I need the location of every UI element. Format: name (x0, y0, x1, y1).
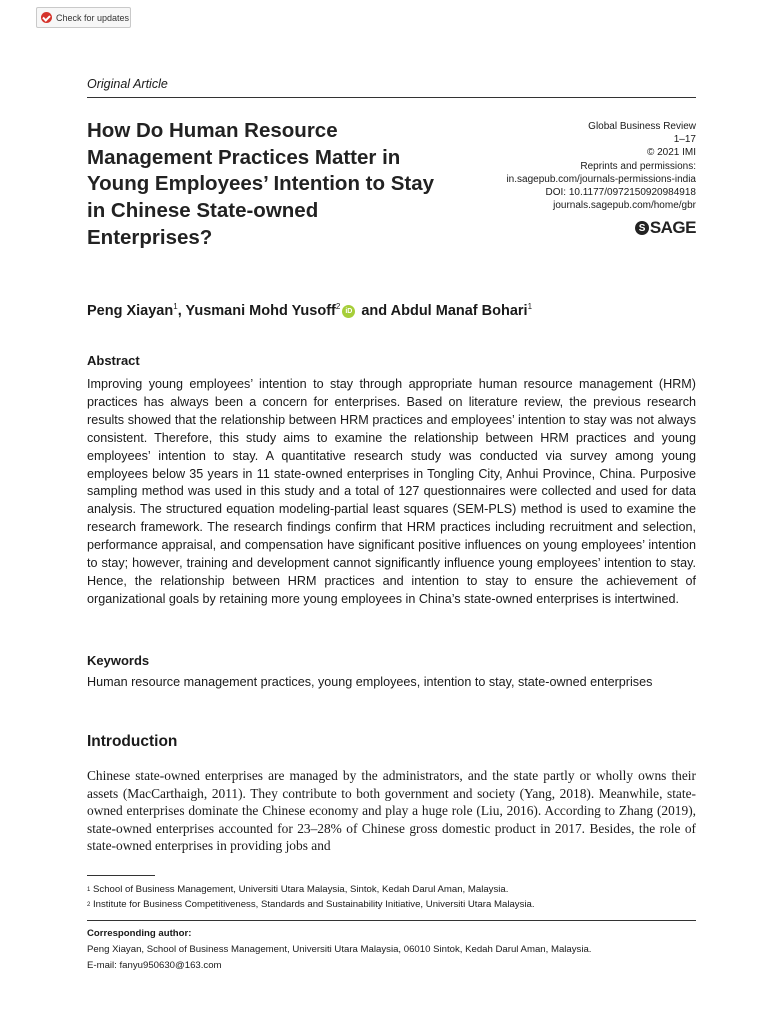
author-name: Peng Xiayan (87, 303, 174, 319)
corresponding-rule (87, 920, 696, 921)
author-list (87, 303, 532, 319)
journal-reprints: Reprints and permissions: (580, 160, 696, 172)
keywords-text: Human resource management practices, young employees, intention to stay, state-owned enterprises (87, 675, 653, 689)
check-updates-label: Check for updates (56, 12, 130, 23)
sage-logo (635, 218, 696, 238)
abstract-heading: Abstract (87, 353, 140, 368)
article-type: Original Article (87, 77, 168, 91)
introduction-paragraph: Chinese state-owned enterprises are managed by the administrators, and the state partly or wholly owns their assets (MacCarthaigh, 2011). They contribute to both government and society (Yang, 2018). Meanwhile, state-owned enterprises dominate the Chinese economy and play a huge role (Liu, 2016). According to Zhang (2019), state-owned enterprises accounted for 23–28% of Chinese gross domestic product in 2017. Besides, the role of state-owned enterprises in providing jobs and (87, 768, 696, 854)
doi-link[interactable]: DOI: 10.1177/0972150920984918 (545, 187, 696, 199)
header-rule (87, 97, 696, 98)
abstract-text: Improving young employees’ intention to stay through appropriate human resource management (HRM) practices has always been a concern for enterprises. Based on literature review, the previous research results showed that the relationship between HRM practices and employees’ intention to stay was not always consistent. Therefore, this study aims to examine the relationship between HRM practices and young employees’ intention to stay. A quantitative research study was conducted via survey among young employees below 35 years in 11 state-owned enterprises in Tongling City, Anhui Province, China. Purposive sampling method was used in this study and a total of 127 questionnaires were collected and used for data analysis. The structured equation modeling-partial least squares (SEM-PLS) method is used to examine the research framework. The research findings confirm that HRM practices including recruitment and selection, performance appraisal, and compensation have significant positive influences on young employees’ intention to stay; however, training and development cannot significantly influence young employees’ intention to stay. Hence, the relationship between HRM practices and intention to stay to ensure the achievement of organizational goals by retaining more young employees in China’s state-owned enterprises is intertwined. (87, 377, 696, 606)
journal-info (506, 120, 696, 212)
footnotes (87, 883, 535, 912)
journal-name: Global Business Review (588, 121, 696, 132)
corresponding-email[interactable]: E-mail: fanyu950630@163.com (87, 959, 222, 971)
affiliation-mark: 1 (527, 302, 533, 311)
author-name: Yusmani Mohd Yusoff (185, 303, 336, 319)
affiliation-mark: 2 (335, 302, 341, 311)
journal-home-link[interactable]: journals.sagepub.com/home/gbr (553, 200, 696, 212)
article-title: How Do Human Resource Management Practices Matter in Young Employees’ Intention to Stay in Chinese State-owned Enterprises? (87, 119, 435, 249)
author-name: Abdul Manaf Bohari (390, 303, 528, 319)
orcid-icon[interactable]: iD (342, 305, 355, 318)
author-separator: , (177, 303, 186, 319)
footnote-item (87, 898, 535, 913)
footnote-rule (87, 875, 155, 876)
check-updates-icon (41, 12, 52, 23)
permissions-link[interactable]: in.sagepub.com/journals-permissions-india (506, 173, 696, 185)
footnote-mark: 2 (87, 901, 91, 908)
sage-logo-text: SAGE (649, 218, 696, 237)
corresponding-address: Peng Xiayan, School of Business Management, Universiti Utara Malaysia, 06010 Sintok, Kedah Darul Aman, Malaysia. (87, 943, 592, 955)
sage-logo-icon: S (635, 221, 649, 235)
footnote-item (87, 883, 535, 898)
corresponding-author-block (87, 926, 591, 973)
footnote-text: Institute for Business Competitiveness, Standards and Sustainability Initiative, Universiti Utara Malaysia. (90, 898, 535, 910)
section-heading-introduction: Introduction (87, 733, 178, 750)
author-separator: and (357, 303, 391, 319)
journal-pages: 1–17 (673, 134, 696, 146)
corresponding-heading: Corresponding author: (87, 928, 192, 939)
journal-copyright: © 2021 IMI (646, 147, 696, 159)
check-for-updates-badge[interactable] (36, 7, 131, 28)
footnote-text: School of Business Management, Universiti Utara Malaysia, Sintok, Kedah Darul Aman, Malaysia. (90, 884, 509, 895)
footnote-mark: 1 (87, 887, 91, 893)
keywords-heading: Keywords (87, 653, 150, 668)
affiliation-mark: 1 (173, 302, 178, 311)
